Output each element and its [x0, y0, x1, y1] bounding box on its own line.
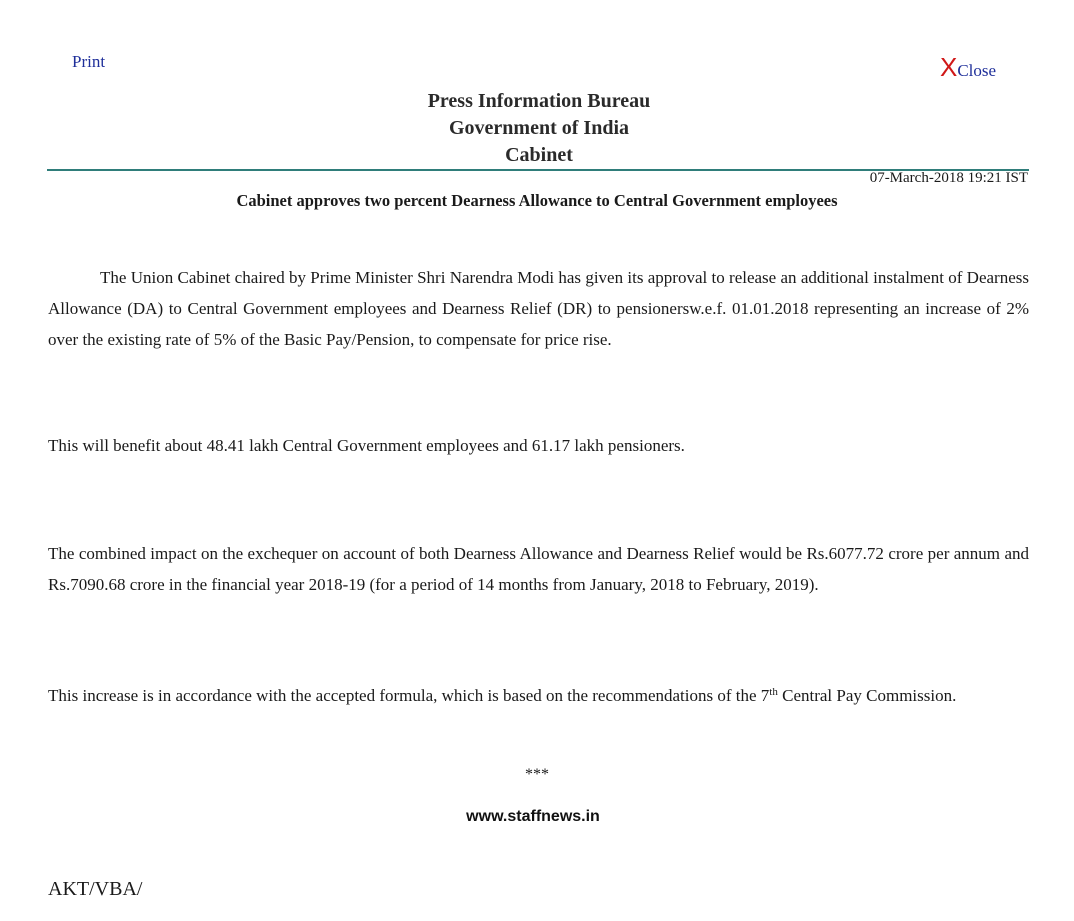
close-label: Close: [957, 61, 997, 80]
release-headline: Cabinet approves two percent Dearness Allowance to Central Government employees: [236, 191, 838, 210]
close-icon: X: [940, 52, 958, 82]
header-government: Government of India: [449, 117, 629, 139]
release-header: [0, 88, 1074, 169]
paragraph-4-text-end: Central Pay Commission.: [777, 686, 957, 705]
body-paragraph-2: This will benefit about 48.41 lakh Central Government employees and 61.17 lakh pensioners.: [48, 436, 685, 455]
close-button[interactable]: [940, 54, 996, 81]
section-separator: ***: [525, 766, 549, 783]
body-paragraph-1: The Union Cabinet chaired by Prime Minister Shri Narendra Modi has given its approval to release an additional instalment of Dearness Allowance (DA) to Central Government employees and Dearness Relief (DR) to pensionersw.e.f. 01.01.2018 representing an increase of 2% over the existing rate of 5% of the Basic Pay/Pension, to compensate for price rise.: [48, 268, 1029, 349]
release-dateline: 07-March-2018 19:21 IST: [869, 170, 1028, 186]
header-ministry: Cabinet: [505, 144, 573, 166]
header-organization: Press Information Bureau: [427, 90, 651, 112]
signoff-initials: AKT/VBA/: [48, 878, 143, 900]
body-paragraph-4: [48, 680, 1029, 711]
paragraph-4-text: This increase is in accordance with the accepted formula, which is based on the recommendations of the 7: [48, 686, 770, 705]
watermark-text: www.staffnews.in: [466, 808, 600, 825]
print-link[interactable]: Print: [72, 52, 106, 71]
body-paragraph-3: The combined impact on the exchequer on account of both Dearness Allowance and Dearness Relief would be Rs.6077.72 crore per annum and Rs.7090.68 crore in the financial year 2018-19 (for a period of 14 months from January, 2018 to February, 2019).: [48, 544, 1029, 594]
ordinal-suffix: th: [769, 686, 778, 698]
